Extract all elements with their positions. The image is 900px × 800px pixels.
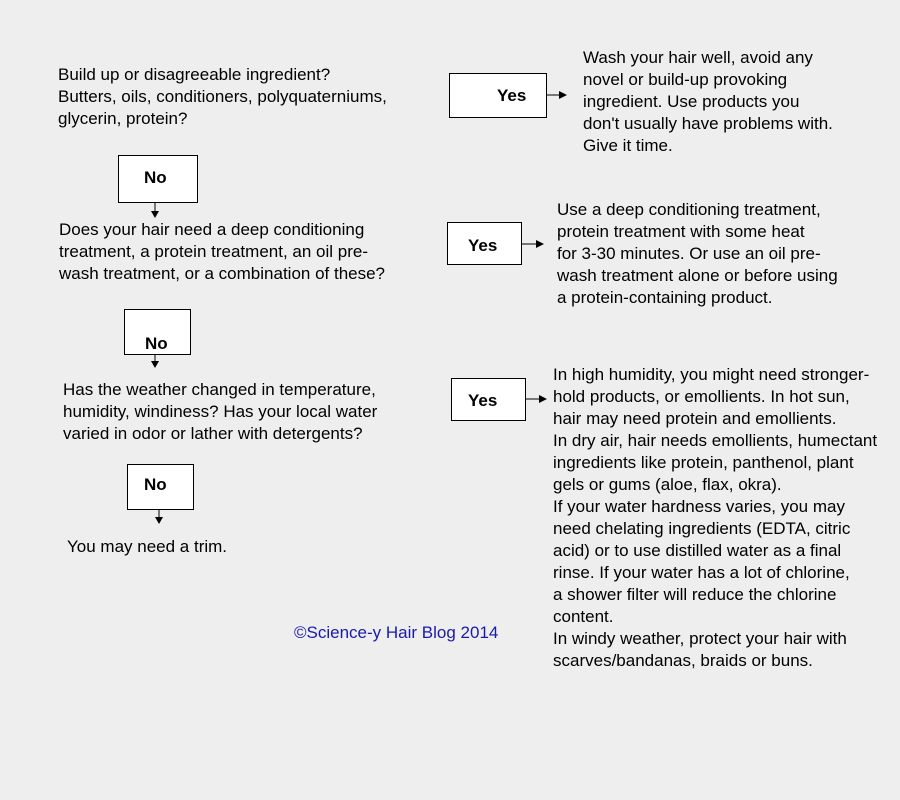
copyright-credit: ©Science-y Hair Blog 2014 [294,623,499,642]
yes-label-2: Yes [468,236,498,255]
answer-3-text: In high humidity, you might need stronger- hold products, or emollients. In hot sun, hair may need protein and emollients. In dry air, hair needs emollients, humectant ingredients like protein, panthenol, plant gels or gums (aloe, flax, okra). If your water hardness varies, you may need chelating ingredients (EDTA, citric acid) or to use distilled water as a final rinse. If your water has a lot of chlorine, a shower filter will reduce the chlorine content. In windy weather, protect your hair with scarves/bandanas, braids or buns. [553,365,878,670]
no-label-3: No [144,475,167,494]
yes-label-1: Yes [497,86,527,105]
arrowhead-no-1 [151,211,159,218]
no-label-2: No [145,334,168,353]
question-2-text: Does your hair need a deep conditioning treatment, a protein treatment, an oil pre- wash treatment, or a combination of these? [59,220,386,283]
answer-1-text: Wash your hair well, avoid any novel or build-up provoking ingredient. Use products you don't usually have problems with. Give it time. [583,48,833,155]
no-label-1: No [144,168,167,187]
arrowhead-yes-3 [539,395,547,403]
arrowhead-no-2 [151,361,159,368]
arrowhead-yes-1 [559,91,567,99]
question-1-text: Build up or disagreeable ingredient? Butters, oils, conditioners, polyquaterniums, glycerin, protein? [58,65,387,128]
arrowhead-yes-2 [536,240,544,248]
final-text: You may need a trim. [67,537,228,556]
yes-label-3: Yes [468,391,498,410]
question-3-text: Has the weather changed in temperature, humidity, windiness? Has your local water varied in odor or lather with detergents? [63,380,378,443]
answer-2-text: Use a deep conditioning treatment, protein treatment with some heat for 3-30 minutes. Or use an oil pre- wash treatment alone or before using a protein-containing product. [557,200,838,307]
arrowhead-no-3 [155,517,163,524]
